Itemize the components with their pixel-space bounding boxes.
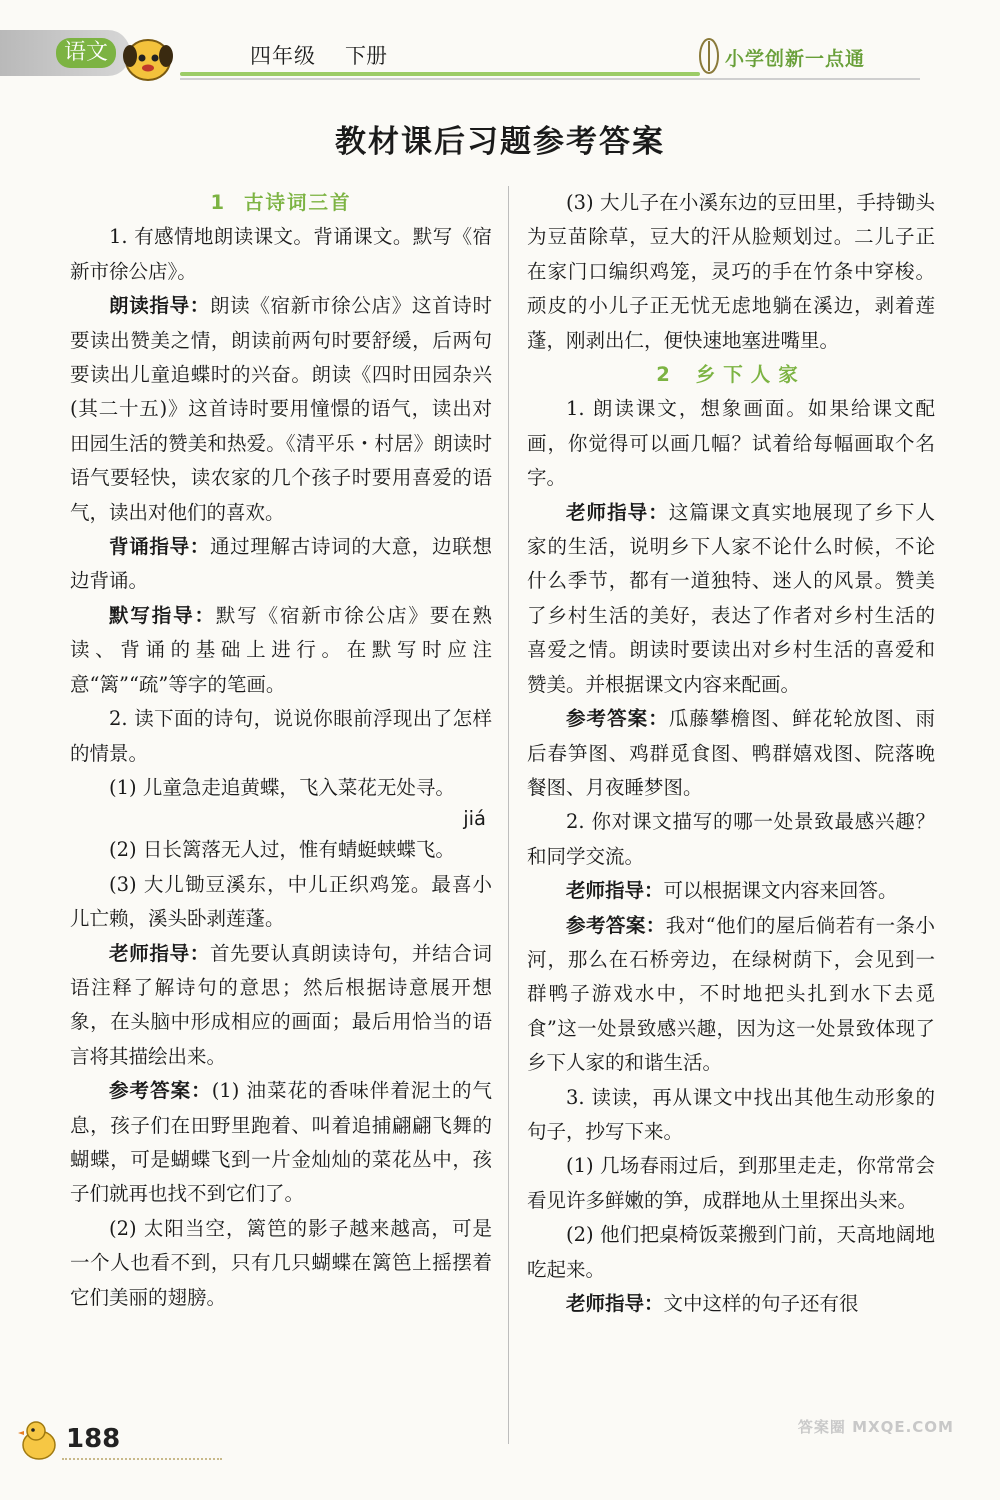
guidance-text: 朗读《宿新市徐公店》这首诗时要读出赞美之情，朗读前两句时要舒缓，后两句要读出儿童追蝶时的兴奋。朗读《四时田园杂兴(其二十五)》这首诗时要用憧憬的语气，读出对田园生活的赞美和热爱。《清平乐・村居》朗读时语气要轻快，读农家的几个孩子时要用喜爱的语气，读出对他们的喜欢。 bbox=[70, 294, 492, 524]
answer-paragraph: (3) 大儿子在小溪东边的豆田里，手持锄头为豆苗除草，豆大的汗从脸颊划过。二儿子正在家门口编织鸡笼，灵巧的手在竹条中穿梭。顽皮的小儿子正无忧无虑地躺在溪边，剥着莲蓬，刚剥出仁，便快速地塞进嘴里。 bbox=[527, 191, 935, 352]
question-paragraph: 3. 读读，再从课文中找出其他生动形象的句子，抄写下来。 bbox=[527, 1085, 935, 1143]
answer-text: (1) 油菜花的香味伴着泥土的气息，孩子们在田野里跑着、叫着追捕翩翩飞舞的蝴蝶，可是蝴蝶飞到一片金灿灿的菜花丛中，孩子们就再也找不到它们了。 bbox=[70, 1079, 492, 1206]
answer-paragraph bbox=[527, 909, 935, 1081]
volume-label: 下册 bbox=[345, 44, 387, 68]
guidance-paragraph bbox=[70, 937, 492, 1075]
answer-label: 参考答案： bbox=[566, 707, 669, 731]
guidance-text: 可以根据课文内容来回答。 bbox=[663, 879, 898, 903]
column-divider bbox=[508, 186, 509, 1444]
section-heading bbox=[527, 358, 935, 392]
guidance-paragraph bbox=[527, 874, 935, 908]
section-number: 1 bbox=[210, 191, 227, 214]
section-number: 2 bbox=[656, 363, 678, 387]
answer-label: 参考答案： bbox=[566, 913, 666, 937]
left-column bbox=[70, 186, 492, 1315]
grade-label: 四年级 bbox=[250, 44, 316, 68]
guidance-paragraph bbox=[70, 289, 492, 530]
guidance-label: 老师指导： bbox=[566, 879, 664, 903]
page-number: 188 bbox=[66, 1424, 121, 1454]
answer-paragraph bbox=[527, 702, 935, 805]
guidance-label: 背诵指导： bbox=[109, 535, 210, 559]
section-title: 古诗词三首 bbox=[244, 191, 352, 214]
question-paragraph: 1. 朗读课文，想象画面。如果给课文配画，你觉得可以画几幅？试着给每幅画取个名字。 bbox=[527, 397, 935, 490]
guidance-label: 老师指导： bbox=[566, 1292, 664, 1315]
pencil-icon bbox=[694, 36, 724, 76]
answer-paragraph bbox=[70, 1074, 492, 1212]
answer-paragraph: (2) 太阳当空，篱笆的影子越来越高，可是一个人也看不到，只有几只蝴蝶在篱笆上摇摆着它们美丽的翅膀。 bbox=[70, 1216, 492, 1309]
poem-line: (3) 大儿锄豆溪东，中儿正织鸡笼。最喜小儿亡赖，溪头卧剥莲蓬。 bbox=[70, 872, 492, 931]
pinyin-annotation: jiá bbox=[463, 807, 486, 831]
guidance-paragraph bbox=[70, 599, 492, 702]
poem-line: (2) 日长篱落无人过，惟有蜻蜓蛱蝶飞。 bbox=[109, 838, 455, 862]
question-paragraph: 1. 有感情地朗读课文。背诵课文。默写《宿新市徐公店》。 bbox=[70, 225, 492, 283]
footer-rule bbox=[62, 1458, 222, 1460]
subject-label: 语文 bbox=[56, 38, 116, 68]
poem-line: (1) 儿童急走追黄蝶，飞入菜花无处寻。 bbox=[109, 775, 455, 799]
right-column bbox=[527, 186, 935, 1321]
guidance-label: 老师指导： bbox=[566, 500, 669, 524]
watermark: 答案圈 MXQE.COM bbox=[797, 1418, 954, 1436]
guidance-text: 默写《宿新市徐公店》要在熟读、背诵的基础上进行。在默写时应注意“篱”“疏”等字的笔画。 bbox=[70, 603, 492, 696]
guidance-label: 默写指导： bbox=[109, 603, 216, 627]
guidance-paragraph bbox=[527, 1287, 935, 1321]
question-paragraph: 2. 你对课文描写的哪一处景致最感兴趣？和同学交流。 bbox=[527, 810, 935, 868]
chick-icon bbox=[14, 1415, 64, 1465]
guidance-text: 文中这样的句子还有很 bbox=[663, 1292, 859, 1315]
example-sentence: (1) 几场春雨过后，到那里走走，你常常会看见许多鲜嫩的笋，成群地从土里探出头来。 bbox=[527, 1154, 935, 1212]
guidance-text: 这篇课文真实地展现了乡下人家的生活，说明乡下人家不论什么时候，不论什么季节，都有一道独特、迷人的风景。赞美了乡村生活的美好，表达了作者对乡村生活的喜爱之情。朗读时要读出对乡村生活的喜爱和赞美。并根据课文内容来配画。 bbox=[527, 500, 935, 696]
question-paragraph: 2. 读下面的诗句，说说你眼前浮现出了怎样的情景。 bbox=[70, 707, 492, 765]
guidance-text: 首先要认真朗读诗句，并结合词语注释了解诗句的意思；然后根据诗意展开想象，在头脑中形成相应的画面；最后用恰当的语言将其描绘出来。 bbox=[70, 941, 492, 1068]
guidance-paragraph bbox=[70, 530, 492, 599]
header-rule bbox=[180, 72, 700, 76]
guidance-text: 通过理解古诗词的大意，边联想边背诵。 bbox=[70, 535, 492, 593]
series-title: 小学创新一点通 bbox=[725, 48, 866, 70]
answer-label: 参考答案： bbox=[109, 1079, 212, 1103]
page-header bbox=[0, 0, 1000, 110]
example-sentence: (2) 他们把桌椅饭菜搬到门前，天高地阔地吃起来。 bbox=[527, 1223, 935, 1281]
section-title: 乡下人家 bbox=[695, 363, 806, 387]
answer-text: 我对“他们的屋后倘若有一条小河，那么在石桥旁边，在绿树荫下，会见到一群鸭子游戏水中，不时地把头扎到水下去觅食”这一处景致感兴趣，因为这一处景致体现了乡下人家的和谐生活。 bbox=[527, 913, 935, 1075]
guidance-label: 老师指导： bbox=[109, 941, 210, 965]
mascot-icon bbox=[118, 34, 178, 84]
page-title: 教材课后习题参考答案 bbox=[335, 124, 665, 160]
guidance-paragraph bbox=[527, 496, 935, 702]
section-heading bbox=[70, 186, 492, 220]
guidance-label: 朗读指导： bbox=[109, 294, 210, 318]
header-rule-thin bbox=[180, 78, 920, 80]
answer-text: 瓜藤攀檐图、鲜花轮放图、雨后春笋图、鸡群觅食图、鸭群嬉戏图、院落晚餐图、月夜睡梦图。 bbox=[527, 707, 935, 799]
